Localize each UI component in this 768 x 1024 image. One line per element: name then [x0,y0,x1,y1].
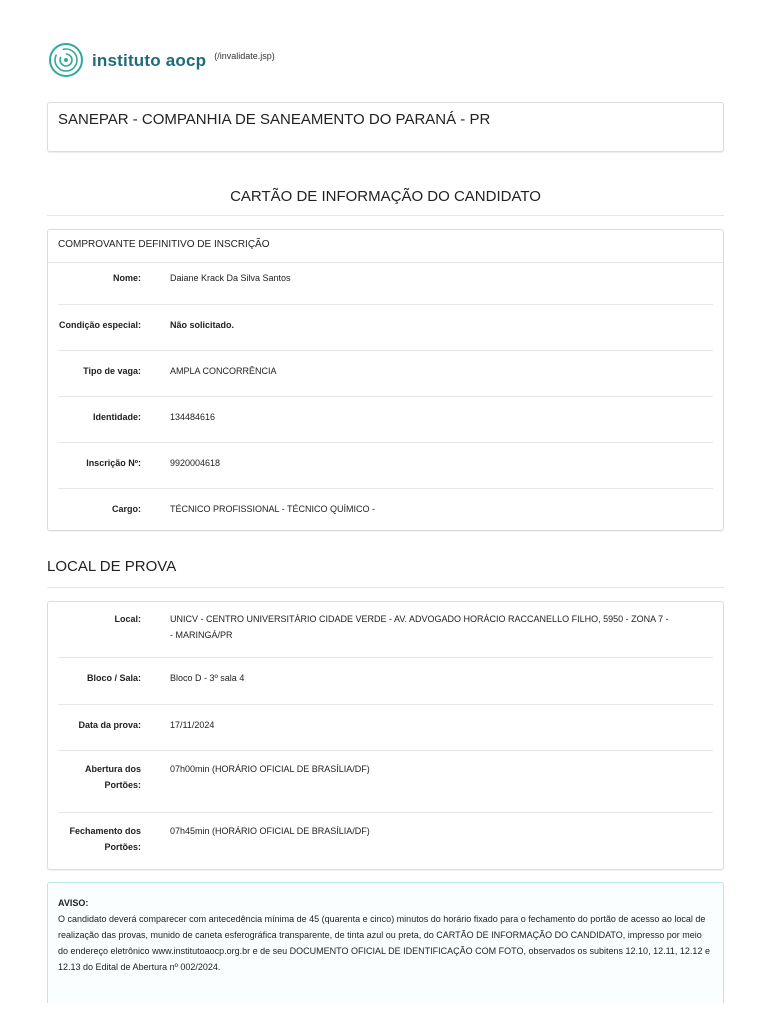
row-label: Nome: [112,273,141,283]
card-title: CARTÃO DE INFORMAÇÃO DO CANDIDATO [230,188,541,205]
row-value: Não solicitado. [170,320,235,330]
row-value: 07h00min (HORÁRIO OFICIAL DE BRASÍLIA/DF) [170,764,370,774]
row-value: TÉCNICO PROFISSIONAL - TÉCNICO QUÍMICO - [170,504,376,514]
row-label: Identidade: [92,412,141,422]
row-label: Abertura dos Portões: [84,764,141,790]
row-label: Condição especial: [58,320,141,330]
row-value: 134484616 [170,412,216,422]
local-de-prova-title: LOCAL DE PROVA [47,558,177,575]
row-label: Tipo de vaga: [83,366,141,376]
info-row-data-prova [58,705,713,751]
info-row-bloco-sala [58,658,713,705]
notice-text: O candidato deverá comparecer com antecedência mínima de 45 (quarenta e cinco) minutos do horário fixado para o fechamento do portão de acesso ao local de realização das provas, munido de caneta esferográfica transparente, de tinta azul ou preta, do CARTÃO DE INFORMAÇÃO DO CANDIDATO, impresso por meio do endereço eletrônico www.institutoaocp.org.br e de seu DOCUMENTO OFICIAL DE IDENTIFICAÇÃO COM FOTO, observados os subitens 12.10, 12.11, 12.12 e 12.13 do Edital de Abertura nº 002/2024. [58,914,710,972]
logo-text[interactable]: instituto aocp [92,51,207,70]
info-row-fechamento [58,813,713,871]
registration-panel-title: COMPROVANTE DEFINITIVO DE INSCRIÇÃO [48,230,723,263]
divider [47,587,724,588]
row-label: Fechamento dos Portões: [69,826,141,852]
row-value: Bloco D - 3º sala 4 [170,673,245,683]
row-value: 07h45min (HORÁRIO OFICIAL DE BRASÍLIA/DF) [170,826,370,836]
info-row-tipo-vaga [58,351,713,397]
row-label: Inscrição Nº: [86,458,141,468]
organization-box [47,102,724,152]
row-label: Data da prova: [78,720,141,730]
instituto-aocp-logo-icon[interactable] [48,42,84,78]
row-value: UNICV - CENTRO UNIVERSITÁRIO CIDADE VERDE - AV. ADVOGADO HORÁCIO RACCANELLO FILHO, 5950 - ZONA 7 - - MARINGÁ/PR [170,614,669,640]
notice-box [47,882,724,1003]
row-label: Local: [114,614,141,624]
row-value: 9920004618 [170,458,221,468]
info-row-local [58,602,713,658]
notice-title: AVISO: [58,898,89,908]
exam-location-panel [47,601,724,870]
info-row-cargo [58,489,713,529]
row-label: Bloco / Sala: [86,673,141,683]
organization-title: SANEPAR - COMPANHIA DE SANEAMENTO DO PARANÁ - PR [58,111,491,128]
site-header [48,42,275,82]
divider [47,215,724,216]
row-label: Cargo: [112,504,141,514]
info-row-abertura [58,751,713,813]
invalidate-link[interactable]: (/invalidate.jsp) [214,51,275,61]
row-value: 17/11/2024 [170,720,215,730]
row-value: AMPLA CONCORRÊNCIA [170,366,277,376]
info-row-nome [58,263,713,305]
registration-panel [47,229,724,531]
info-row-condicao [58,305,713,351]
info-row-inscricao [58,443,713,489]
info-row-identidade [58,397,713,443]
row-value: Daiane Krack Da Silva Santos [170,273,291,283]
